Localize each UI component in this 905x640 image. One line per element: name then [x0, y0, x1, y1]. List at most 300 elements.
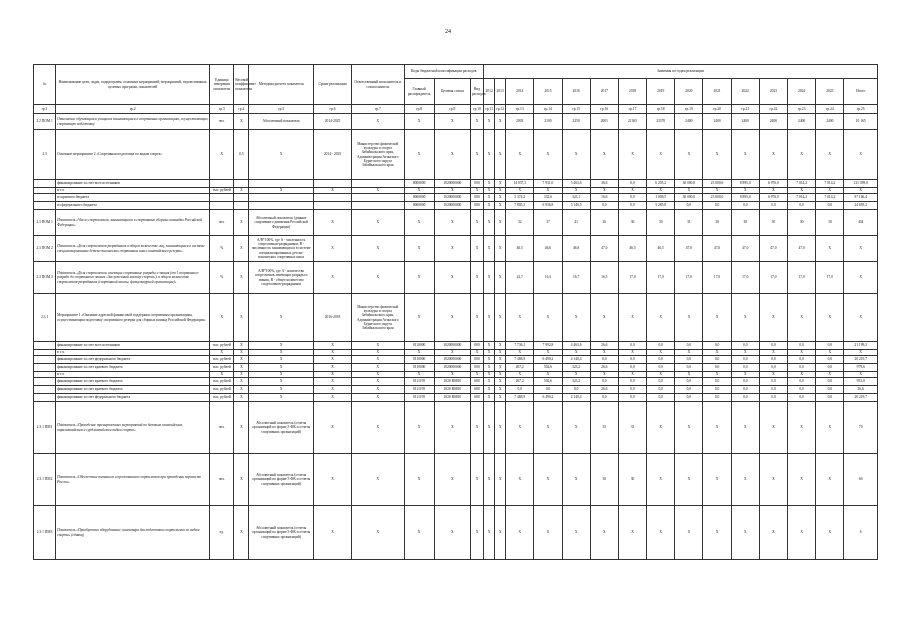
row-year-value: 0,0	[731, 378, 759, 386]
row-grbs: 0110000	[404, 342, 434, 350]
row-year-value: X	[562, 506, 590, 560]
row-name: финансирование за счет федерального бюджета	[56, 394, 210, 402]
row-method: X	[249, 342, 313, 350]
row-year-value: 0,0	[731, 202, 759, 210]
row-unit: %	[210, 236, 234, 262]
row-name: в т.ч.	[56, 188, 210, 194]
row-year-value: X	[675, 454, 703, 506]
row-year-value: 0,0	[703, 342, 731, 350]
row-year-value: X	[562, 130, 590, 180]
row-year-value: 5 285,8	[647, 202, 675, 210]
row-unit: тыс. рублей	[210, 342, 234, 350]
row-year-value: 323,2	[562, 378, 590, 386]
row-name: в т.ч.	[56, 350, 210, 356]
row-expense-type: X	[470, 294, 483, 342]
row-unit: тыс. рублей	[210, 378, 234, 386]
row-year-value: X	[647, 372, 675, 378]
header-year-2024: 2024	[788, 79, 816, 105]
row-unit: ед.	[210, 506, 234, 560]
row-target-article: X	[434, 372, 470, 378]
row-total: X	[844, 262, 878, 294]
row-2012: X	[484, 342, 495, 350]
row-year-value: X	[647, 506, 675, 560]
row-method: Абсолютный показатель (отчеты организаций по форме 5-ФК и отчеты спортивных организаций)	[249, 454, 313, 506]
row-year-value: X	[788, 506, 816, 560]
table-row	[34, 386, 878, 394]
row-year-value: 0,0	[675, 364, 703, 372]
row-term: X	[313, 386, 351, 394]
row-weight: X	[234, 454, 249, 506]
row-expense-type: 000	[470, 202, 483, 210]
row-number: 2.3.1 ПМ1	[34, 402, 56, 454]
row-year-value: 1 009,5	[647, 194, 675, 202]
header-year-2017: 2017	[590, 79, 618, 105]
row-name: финансирование за счет всех источников	[56, 180, 210, 188]
row-number	[34, 386, 56, 394]
row-year-value: X	[647, 130, 675, 180]
row-responsible	[352, 202, 404, 210]
row-year-value: 0,0	[647, 394, 675, 402]
row-grbs: 0111195	[404, 378, 434, 386]
row-target-article: X	[434, 506, 470, 560]
row-year-value: X	[816, 402, 844, 454]
row-term: X	[313, 236, 351, 262]
row-year-value: X	[816, 130, 844, 180]
column-number: гр.9	[434, 105, 470, 114]
column-number: гр.5	[249, 105, 313, 114]
row-year-value: X	[759, 372, 787, 378]
row-expense-type: X	[470, 188, 483, 194]
row-year-value: X	[788, 350, 816, 356]
column-number: гр.13	[506, 105, 534, 114]
row-weight: 0,5	[234, 130, 249, 180]
row-expense-type: X	[470, 114, 483, 130]
row-name: Основное мероприятие 2 «Спортивная подготовка по видам спорта»	[56, 130, 210, 180]
row-grbs: X	[404, 262, 434, 294]
header-year-2016: 2016	[562, 79, 590, 105]
row-target-article: X	[434, 210, 470, 236]
row-year-value: 0,0	[675, 386, 703, 394]
row-year-value: 0,0	[816, 364, 844, 372]
row-expense-type: X	[470, 350, 483, 356]
row-number	[34, 394, 56, 402]
row-year-value: 8 895,0	[731, 180, 759, 188]
row-responsible: X	[352, 210, 404, 236]
row-year-value: X	[647, 454, 675, 506]
header-no: №	[34, 65, 56, 105]
row-year-value: X	[534, 188, 562, 194]
row-year-value: 4 463,6	[562, 342, 590, 350]
table-row	[34, 202, 878, 210]
row-year-value: X	[590, 294, 618, 342]
row-year-value: X	[788, 130, 816, 180]
header-bk-2: Вид расходов	[470, 79, 483, 105]
row-year-value: 0,0	[703, 394, 731, 402]
column-number: гр.6	[313, 105, 351, 114]
row-year-value: 0,0	[675, 202, 703, 210]
row-year-value: X	[816, 236, 844, 262]
row-weight: X	[234, 262, 249, 294]
row-responsible: X	[352, 402, 404, 454]
row-number: 2.3.1	[34, 294, 56, 342]
header-year-2022: 2022	[731, 79, 759, 105]
row-year-value: X	[562, 350, 590, 356]
row-target-article: 1020000000	[434, 342, 470, 350]
row-year-value: X	[618, 188, 646, 194]
header-year-2023: 2023	[759, 79, 787, 105]
row-weight: X	[234, 236, 249, 262]
row-unit: чел.	[210, 210, 234, 236]
row-total: 20 219,7	[844, 356, 878, 364]
row-grbs: X	[404, 294, 434, 342]
row-2013: X	[495, 378, 506, 386]
row-term: X	[313, 342, 351, 350]
header-bk-group: Коды бюджетной классификации расходов	[404, 65, 484, 79]
row-year-value: 2400	[788, 114, 816, 130]
row-year-value: 0,0	[618, 202, 646, 210]
header-year-2021: 2021	[703, 79, 731, 105]
row-year-value: 26	[590, 210, 618, 236]
row-year-value: X	[675, 402, 703, 454]
row-year-value: 6 936,8	[534, 202, 562, 210]
row-year-value: 17,0	[759, 262, 787, 294]
row-unit: X	[210, 294, 234, 342]
row-method: X	[249, 364, 313, 372]
row-year-value: 0,0	[562, 386, 590, 394]
row-grbs: 0000000	[404, 180, 434, 188]
header-responsible: Ответственный исполнитель и соисполнитель	[352, 65, 404, 105]
row-target-article: 1020 R0810	[434, 386, 470, 394]
page-number: 24	[445, 29, 451, 35]
row-year-value: X	[618, 506, 646, 560]
row-total: X	[844, 350, 878, 356]
row-2012: X	[484, 236, 495, 262]
table-row	[34, 294, 878, 342]
row-year-value: 7 014,2	[816, 180, 844, 188]
row-unit: X	[210, 130, 234, 180]
row-year-value: 0,0	[647, 378, 675, 386]
row-unit: %	[210, 262, 234, 294]
row-year-value: 14 037,3	[506, 180, 534, 188]
row-year-value: 0,0	[647, 386, 675, 394]
column-number: гр.8	[404, 105, 434, 114]
table-row	[34, 506, 878, 560]
column-number: гр.10	[470, 105, 483, 114]
table-row	[34, 180, 878, 188]
column-number: гр.12	[495, 105, 506, 114]
row-year-value: X	[675, 294, 703, 342]
row-year-value: X	[506, 130, 534, 180]
row-total: X	[844, 188, 878, 194]
header-bk-0: Главный распорядитель	[404, 79, 434, 105]
row-year-value: X	[703, 294, 731, 342]
row-method: X	[249, 394, 313, 402]
row-unit: тыс. рублей	[210, 394, 234, 402]
row-responsible: X	[352, 188, 404, 194]
row-method: Абсолютный показатель (отчеты организаций по форме 5-ФК и отчеты спортивных организаций)	[249, 506, 313, 560]
program-table	[33, 64, 878, 560]
column-number: гр.7	[352, 105, 404, 114]
row-year-value: X	[816, 350, 844, 356]
row-year-value: 4 140,4	[562, 356, 590, 364]
row-unit	[210, 202, 234, 210]
row-number	[34, 202, 56, 210]
row-total: 21 199,2	[844, 342, 878, 350]
row-expense-type: X	[470, 236, 483, 262]
row-grbs: X	[404, 402, 434, 454]
header-year-2015: 2015	[534, 79, 562, 105]
row-year-value: 0,0	[816, 202, 844, 210]
row-weight: X	[234, 114, 249, 130]
row-year-value: 7 736,1	[506, 342, 534, 350]
row-year-value: X	[534, 454, 562, 506]
column-number: гр.4	[234, 105, 249, 114]
row-name: финансирование за счет федерального бюджета	[56, 356, 210, 364]
row-grbs: X	[404, 210, 434, 236]
row-year-value: 31	[675, 210, 703, 236]
row-year-value: X	[534, 506, 562, 560]
row-total: X	[844, 372, 878, 378]
row-year-value: 26,6	[590, 364, 618, 372]
row-2012: X	[484, 394, 495, 402]
row-method: Абсолютный показатель (данные спортивного движения Российской Федерации)	[249, 210, 313, 236]
row-year-value: 36,6	[590, 180, 618, 188]
row-weight: X	[234, 402, 249, 454]
row-weight	[234, 180, 249, 188]
row-year-value: 0,0	[618, 394, 646, 402]
row-weight	[234, 194, 249, 202]
row-2012: X	[484, 114, 495, 130]
table-row	[34, 342, 878, 350]
row-2012: X	[484, 372, 495, 378]
row-2012: X	[484, 180, 495, 188]
row-year-value: 502,6	[534, 364, 562, 372]
row-year-value: X	[731, 506, 759, 560]
row-responsible: X	[352, 350, 404, 356]
row-year-value: 0,0	[816, 342, 844, 350]
row-total: 121 399,0	[844, 180, 878, 188]
column-number: гр.22	[759, 105, 787, 114]
row-year-value: 5 140,5	[562, 202, 590, 210]
row-term	[313, 180, 351, 188]
column-number: гр.15	[562, 105, 590, 114]
row-grbs: X	[404, 506, 434, 560]
row-year-value: 32	[506, 210, 534, 236]
row-year-value: 0,0	[618, 342, 646, 350]
row-method: X	[249, 372, 313, 378]
row-year-value: 30	[590, 454, 618, 506]
row-term: 2014 - 2025	[313, 130, 351, 180]
row-method	[249, 194, 313, 202]
row-2013: X	[495, 506, 506, 560]
row-term: X	[313, 210, 351, 236]
row-2013: X	[495, 236, 506, 262]
row-year-value: X	[562, 454, 590, 506]
row-term	[313, 194, 351, 202]
header-year-2020: 2020	[675, 79, 703, 105]
row-target-article: X	[434, 114, 470, 130]
row-year-value: X	[618, 372, 646, 378]
row-weight: X	[234, 342, 249, 350]
row-year-value: 0,0	[618, 356, 646, 364]
row-year-value: 0,0	[703, 202, 731, 210]
row-2013: X	[495, 364, 506, 372]
row-term: X	[313, 378, 351, 386]
row-year-value: 17,0	[647, 262, 675, 294]
row-year-value: X	[816, 188, 844, 194]
row-year-value: X	[506, 372, 534, 378]
table-row	[34, 394, 878, 402]
row-year-value: X	[506, 350, 534, 356]
header-term: Сроки реализации	[313, 65, 351, 105]
row-year-value: 0,0	[618, 378, 646, 386]
row-year-value: 0,0	[788, 342, 816, 350]
row-year-value: 0,0	[759, 378, 787, 386]
row-year-value: 0,0	[703, 356, 731, 364]
table-header	[34, 65, 878, 114]
row-expense-type: X	[470, 262, 483, 294]
row-expense-type: 600	[470, 386, 483, 394]
row-total: 70	[844, 402, 878, 454]
row-year-value: X	[590, 350, 618, 356]
row-year-value: 0,0	[788, 378, 816, 386]
row-total: 953,0	[844, 378, 878, 386]
row-year-value: 0,0	[731, 364, 759, 372]
row-year-value: 2001	[590, 114, 618, 130]
row-year-value: 47,0	[675, 236, 703, 262]
row-year-value: X	[618, 294, 646, 342]
row-name: из краевого бюджета	[56, 194, 210, 202]
row-year-value: 323,1	[562, 194, 590, 202]
row-year-value: 0,0	[703, 378, 731, 386]
header-year-2014: 2014	[506, 79, 534, 105]
row-expense-type: X	[470, 506, 483, 560]
row-2012: X	[484, 356, 495, 364]
row-year-value: 0,0	[590, 394, 618, 402]
row-unit: тыс. рублей	[210, 356, 234, 364]
row-method: X	[249, 294, 313, 342]
row-target-article: X	[434, 454, 470, 506]
row-year-value: X	[759, 188, 787, 194]
row-year-value: 0,0	[675, 394, 703, 402]
row-year-value: 2003	[506, 114, 534, 130]
column-number: гр.19	[675, 105, 703, 114]
row-total: 97 166,4	[844, 194, 878, 202]
row-year-value: 17,0	[731, 262, 759, 294]
row-expense-type: 000	[470, 194, 483, 202]
row-year-value: 23370	[647, 114, 675, 130]
row-method: X	[249, 188, 313, 194]
row-grbs: 0111195	[404, 386, 434, 394]
row-name: из федерального бюджета	[56, 202, 210, 210]
row-number: 2.3.1 ПМ3	[34, 506, 56, 560]
row-year-value: X	[562, 294, 590, 342]
row-weight: X	[234, 188, 249, 194]
header-year-2019: 2019	[647, 79, 675, 105]
column-number: гр.18	[647, 105, 675, 114]
row-target-article: X	[434, 350, 470, 356]
row-year-value: 2100	[534, 114, 562, 130]
row-year-value: X	[731, 294, 759, 342]
row-unit: тыс. рублей	[210, 188, 234, 194]
header-year-2012: 2012	[484, 79, 495, 105]
row-responsible: X	[352, 356, 404, 364]
row-term: 2014-2025	[313, 114, 351, 130]
row-year-value: 6 295,2	[647, 180, 675, 188]
row-year-value: 0,0	[618, 180, 646, 188]
row-number	[34, 356, 56, 364]
row-term: X	[313, 350, 351, 356]
row-total: 26,6	[844, 386, 878, 394]
row-target-article: X	[434, 236, 470, 262]
row-year-value: X	[562, 188, 590, 194]
row-2013: X	[495, 394, 506, 402]
row-responsible: X	[352, 394, 404, 402]
row-grbs: X	[404, 114, 434, 130]
row-2013: X	[495, 342, 506, 350]
row-unit: тыс. рублей	[210, 386, 234, 394]
row-expense-type: X	[470, 454, 483, 506]
row-term: X	[313, 262, 351, 294]
row-total: 60	[844, 454, 878, 506]
row-year-value: X	[590, 372, 618, 378]
row-year-value: 0,0	[703, 364, 731, 372]
row-name: финансирование за счет краевого бюджета	[56, 386, 210, 394]
row-year-value: X	[506, 506, 534, 560]
row-year-value: X	[703, 350, 731, 356]
row-expense-type: 600	[470, 378, 483, 386]
row-year-value: X	[534, 402, 562, 454]
row-number: 2.3 ПОМ 1	[34, 210, 56, 236]
row-year-value: X	[731, 372, 759, 378]
header-name: Наименование цели, задач, подпрограмм, основных мероприятий, мероприятий, ведомственных целевых программ, показателей	[56, 65, 210, 105]
row-2012: X	[484, 202, 495, 210]
row-year-value: 23 000,0	[703, 194, 731, 202]
row-year-value: X	[590, 130, 618, 180]
row-name: финансирование за счет краевого бюджета	[56, 364, 210, 372]
row-number: 2.3 ПОМ 3	[34, 262, 56, 294]
row-number	[34, 194, 56, 202]
row-responsible: X	[352, 454, 404, 506]
row-year-value: 2400	[703, 114, 731, 130]
row-year-value: 30	[618, 454, 646, 506]
row-year-value: 7 468,9	[506, 394, 534, 402]
header-year-2025: 2025	[816, 79, 844, 105]
row-year-value: 41	[562, 210, 590, 236]
row-2013: X	[495, 350, 506, 356]
row-weight: X	[234, 350, 249, 356]
row-method	[249, 180, 313, 188]
row-year-value: X	[788, 402, 816, 454]
column-number: гр.2	[56, 105, 210, 114]
row-unit: чел.	[210, 114, 234, 130]
row-term: X	[313, 394, 351, 402]
row-grbs: X	[404, 188, 434, 194]
row-expense-type: X	[470, 210, 483, 236]
row-responsible: X	[352, 262, 404, 294]
row-year-value: X	[562, 372, 590, 378]
row-year-value: 6 976,0	[759, 180, 787, 188]
row-grbs: X	[404, 454, 434, 506]
row-year-value: 47,0	[590, 236, 618, 262]
row-2013: X	[495, 294, 506, 342]
row-method: A/B*100%, где A - количество спортсменов, имеющих разряды и звания, B - общее количество спортсменов-разрядников	[249, 262, 313, 294]
row-year-value: X	[816, 454, 844, 506]
row-year-value: 30 000,0	[675, 194, 703, 202]
row-name: Показатель «Проведение тренировочных мероприятий по базовым олимпийским, паралимпийским и сурдлимпийским видам спорта»	[56, 402, 210, 454]
row-year-value: X	[506, 294, 534, 342]
row-year-value: 267,2	[506, 378, 534, 386]
